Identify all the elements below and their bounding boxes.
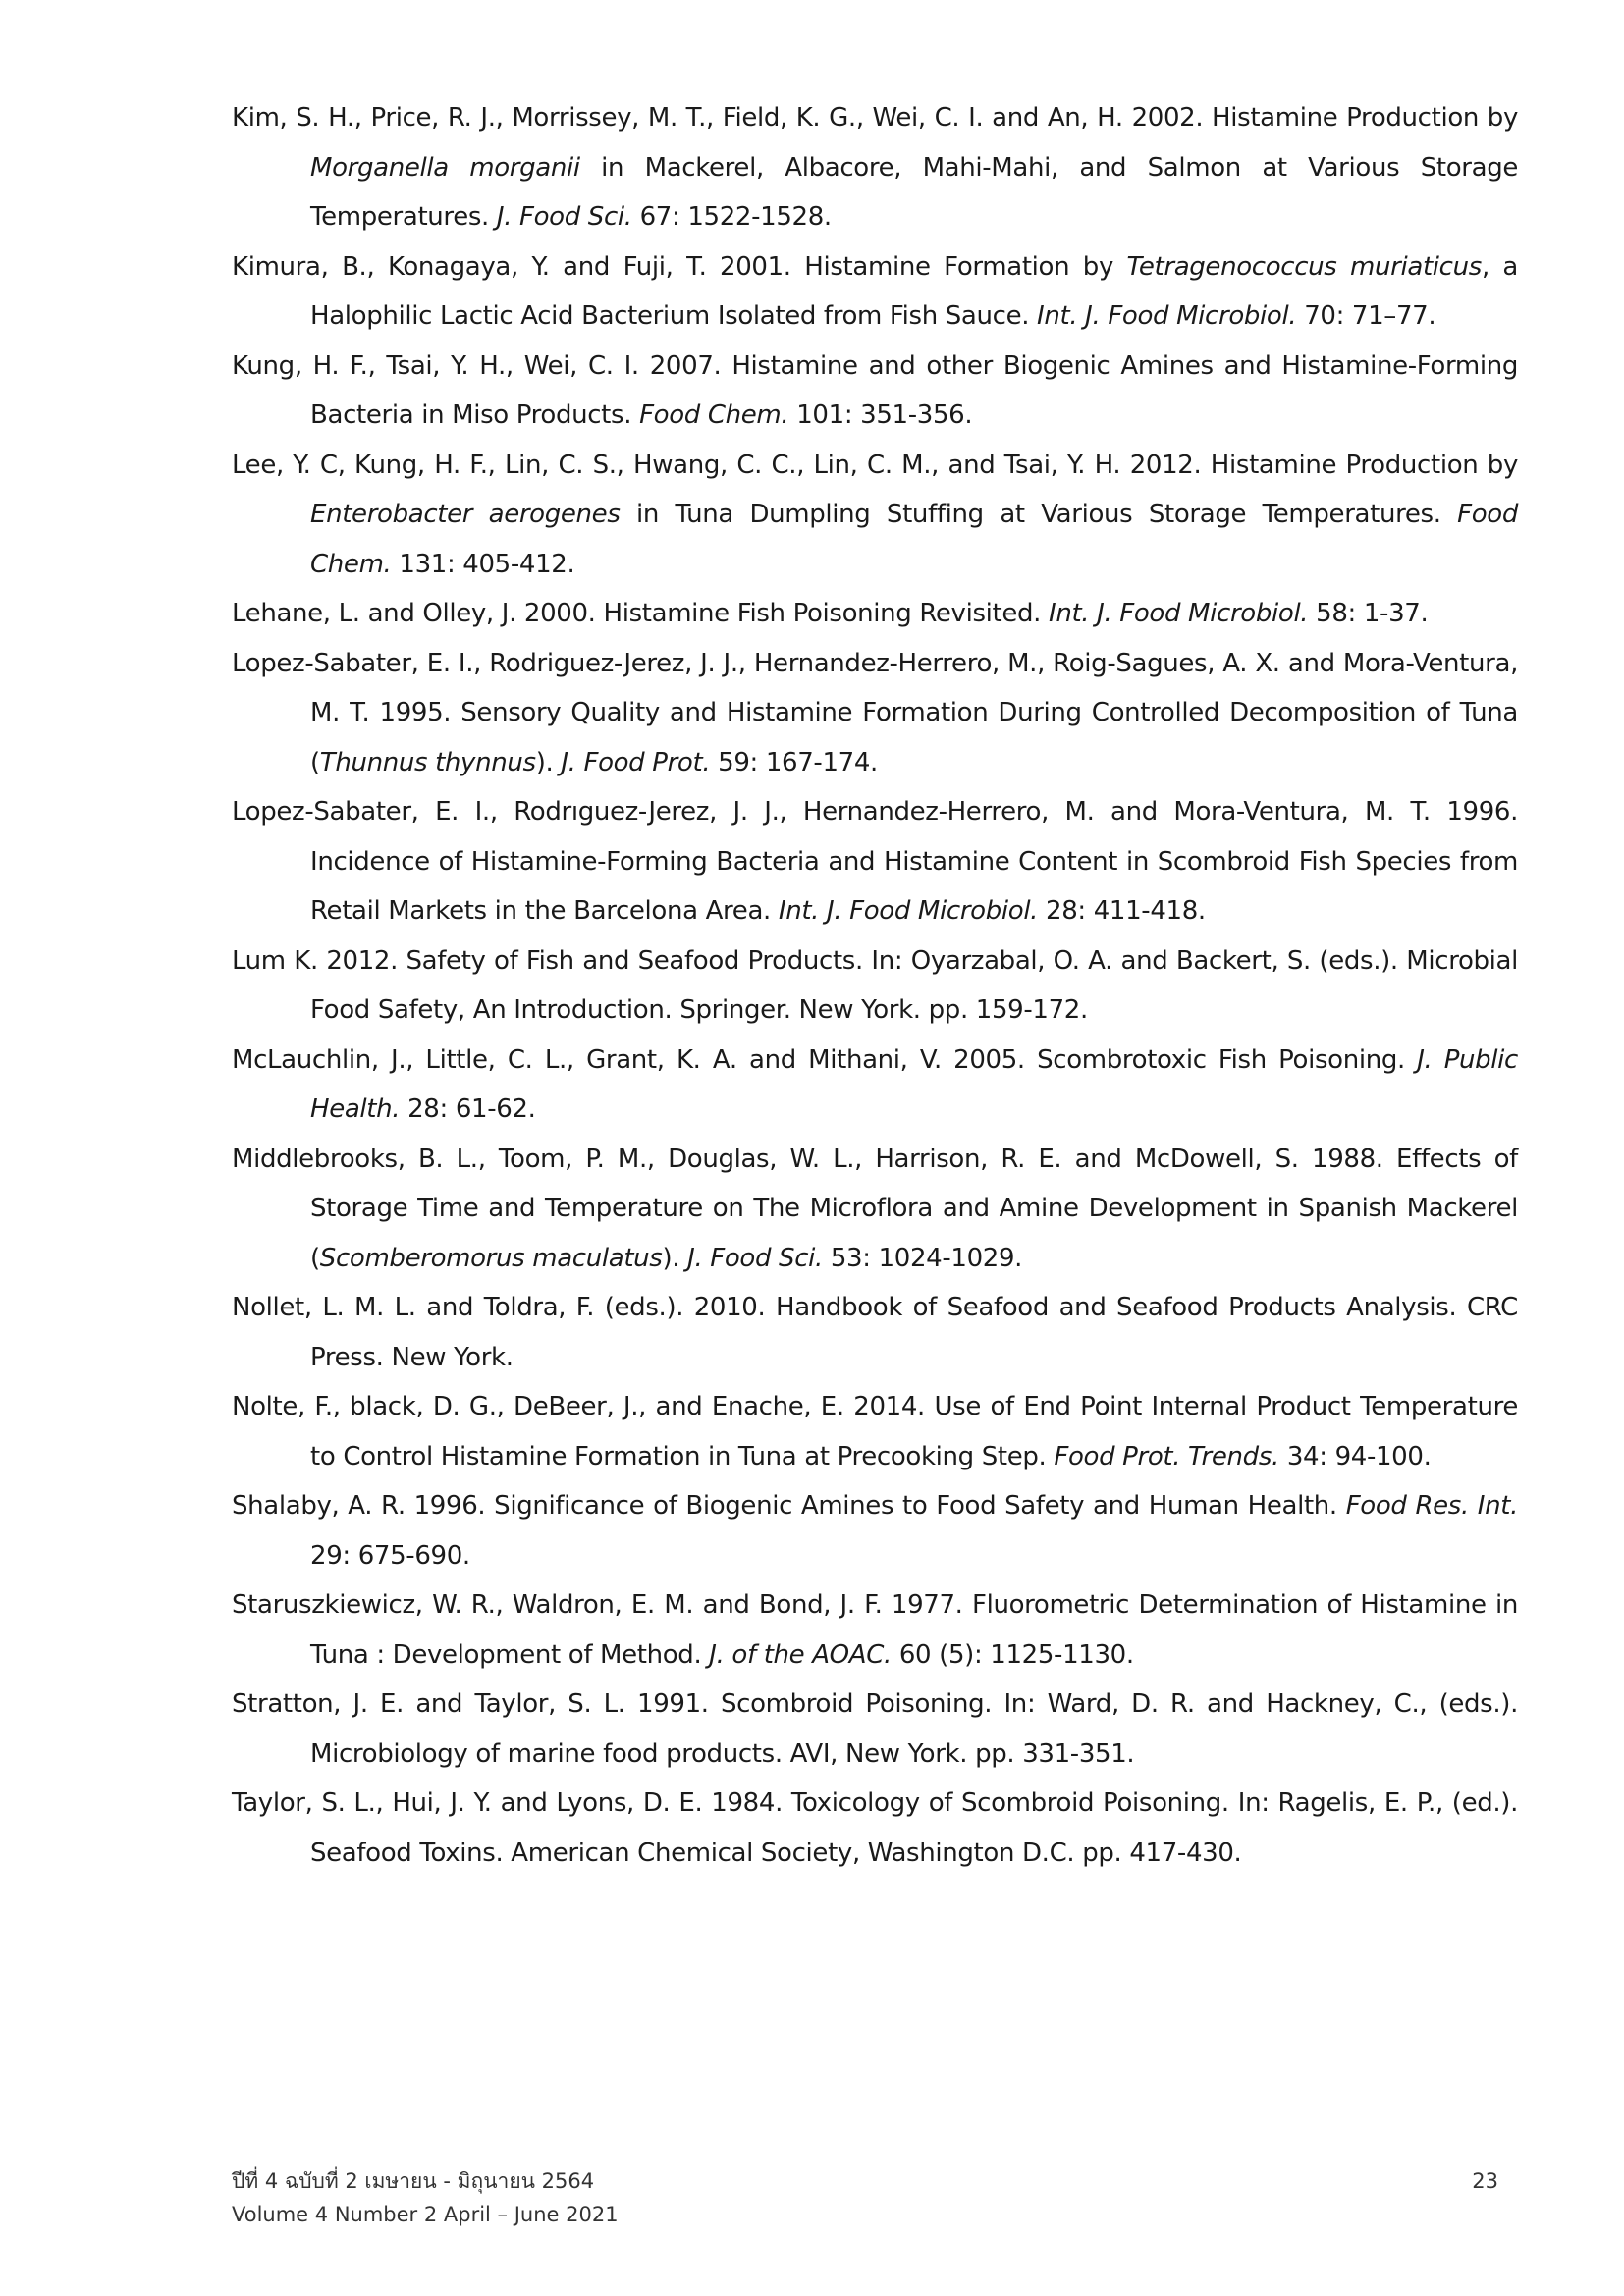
reference-text-run: Stratton, J. E. and Taylor, S. L. 1991. Scombroid Poisoning. In: Ward, D. R. and Hackney, C., (eds.). Microbiology of marine food products. AVI, New York. pp. 331-351. — [232, 1689, 1518, 1769]
reference-text-run: ). — [662, 1243, 688, 1273]
reference-entry — [232, 1680, 1518, 1779]
reference-text-run: McLauchlin, J., Little, C. L., Grant, K. A. and Mithani, V. 2005. Scombrotoxic Fish Poisoning. — [232, 1044, 1418, 1075]
reference-entry — [232, 1036, 1518, 1135]
reference-text-run: Lopez-Sabater, E. I., Rodriguez-Jerez, J. J., Hernandez-Herrero, M., Roig-Sagues, A. X. and Mora-Ventura, M. T. 1995. Sensory Quality and Histamine Formation During Controlled Decomposition of Tuna ( — [232, 648, 1518, 777]
reference-text-run: , a Halophilic Lactic Acid Bacterium Isolated from Fish Sauce. — [310, 251, 1518, 331]
reference-text-run: Lee, Y. C, Kung, H. F., Lin, C. S., Hwang, C. C., Lin, C. M., and Tsai, Y. H. 2012. Histamine Production by — [232, 450, 1518, 480]
reference-entry — [232, 1580, 1518, 1680]
reference-text-run: in Tuna Dumpling Stuffing at Various Storage Temperatures. — [620, 500, 1458, 529]
reference-italic-run: Enterobacter aerogenes — [310, 500, 621, 529]
reference-italic-run: Food Res. Int. — [1345, 1491, 1518, 1521]
reference-italic-run: Int. J. Food Microbiol. — [778, 896, 1039, 926]
reference-text-run: Middlebrooks, B. L., Toom, P. M., Douglas, W. L., Harrison, R. E. and McDowell, S. 1988. Effects of Storage Time and Temperature on The Microflora and Amine Development in Spanish Mackerel ( — [232, 1144, 1518, 1273]
reference-text-run: Nolte, F., black, D. G., DeBeer, J., and Enache, E. 2014. Use of End Point Internal Product Temperature to Control Histamine Formation in Tuna at Precooking Step. — [232, 1392, 1518, 1471]
reference-italic-run: Food Chem. — [639, 400, 789, 430]
reference-text-run: Staruszkiewicz, W. R., Waldron, E. M. and Bond, J. F. 1977. Fluorometric Determination of Histamine in Tuna : Development of Method. — [232, 1590, 1518, 1670]
reference-italic-run: Scomberomorus maculatus — [319, 1243, 663, 1273]
reference-italic-run: J. Food Prot. — [561, 747, 711, 777]
reference-entry — [232, 1382, 1518, 1481]
reference-text-run: 59: 167-174. — [710, 747, 878, 777]
reference-entry — [232, 589, 1518, 639]
reference-italic-run: Tetragenococcus muriaticus — [1126, 251, 1482, 282]
reference-entry — [232, 1779, 1518, 1878]
reference-text-run: 53: 1024-1029. — [822, 1243, 1023, 1273]
reference-entry — [232, 1135, 1518, 1284]
reference-italic-run: J. of the AOAC. — [709, 1639, 892, 1670]
reference-text-run: 29: 675-690. — [310, 1540, 470, 1571]
reference-text-run: 28: 411-418. — [1038, 896, 1206, 926]
reference-text-run: Kimura, B., Konagaya, Y. and Fuji, T. 2001. Histamine Formation by — [232, 251, 1127, 282]
reference-italic-run: J. Food Sci. — [687, 1243, 823, 1273]
footer-issue-thai: ปีที่ 4 ฉบับที่ 2 เมษายน - มิถุนายน 2564 — [232, 2169, 595, 2193]
reference-text-run: ). — [535, 747, 562, 777]
reference-text-run: 70: 71–77. — [1296, 301, 1436, 331]
reference-text-run: Lum K. 2012. Safety of Fish and Seafood Products. In: Oyarzabal, O. A. and Backert, S. (eds.). Microbial Food Safety, An Introduction. Springer. New York. pp. 159-172. — [232, 945, 1518, 1025]
reference-italic-run: Morganella morganii — [310, 152, 580, 183]
reference-italic-run: Food Prot. Trends. — [1054, 1441, 1279, 1471]
reference-entry — [232, 1283, 1518, 1382]
reference-text-run: in Mackerel, Albacore, Mahi-Mahi, and Salmon at Various Storage Temperatures. — [310, 152, 1518, 232]
reference-text-run: 28: 61-62. — [400, 1095, 536, 1124]
reference-italic-run: Food Chem. — [310, 500, 1518, 579]
reference-list — [232, 93, 1518, 1878]
reference-italic-run: J. Public Health. — [310, 1044, 1518, 1124]
footer-issue-english: Volume 4 Number 2 April – June 2021 — [232, 2203, 619, 2226]
reference-entry — [232, 639, 1518, 788]
reference-text-run: 60 (5): 1125-1130. — [891, 1639, 1134, 1670]
reference-text-run: Kung, H. F., Tsai, Y. H., Wei, C. I. 2007. Histamine and other Biogenic Amines and Histamine-Forming Bacteria in Miso Products. — [232, 350, 1518, 430]
reference-entry — [232, 93, 1518, 242]
reference-entry — [232, 1481, 1518, 1580]
reference-text-run: Lehane, L. and Olley, J. 2000. Histamine Fish Poisoning Revisited. — [232, 599, 1049, 628]
reference-text-run: 101: 351-356. — [788, 400, 973, 430]
reference-text-run: 34: 94-100. — [1278, 1441, 1432, 1471]
reference-italic-run: Thunnus thynnus — [319, 747, 536, 777]
reference-text-run: Lopez-Sabater, E. I., Rodrıguez-Jerez, J. J., Hernandez-Herrero, M. and Mora-Ventura, M. T. 1996. Incidence of Histamine-Forming Bacteria and Histamine Content in Scombroid Fish Species from Retail Markets in the Barcelona Area. — [232, 797, 1518, 926]
reference-entry — [232, 787, 1518, 936]
reference-italic-run: J. Food Sci. — [496, 202, 632, 232]
reference-text-run: Taylor, S. L., Hui, J. Y. and Lyons, D. E. 1984. Toxicology of Scombroid Poisoning. In: Ragelis, E. P., (ed.). Seafood Toxins. American Chemical Society, Washington D.C. pp. 417-430. — [232, 1789, 1518, 1868]
reference-text-run: 67: 1522-1528. — [631, 202, 832, 232]
reference-text-run: 58: 1-37. — [1308, 599, 1429, 628]
reference-italic-run: Int. J. Food Microbiol. — [1037, 301, 1297, 331]
page-number: 23 — [1472, 2169, 1498, 2193]
reference-entry — [232, 936, 1518, 1036]
page-footer — [232, 2164, 1498, 2231]
reference-text-run: Kim, S. H., Price, R. J., Morrissey, M. T., Field, K. G., Wei, C. I. and An, H. 2002. Histamine Production by — [232, 103, 1518, 133]
reference-italic-run: Int. J. Food Microbiol. — [1049, 599, 1309, 628]
reference-entry — [232, 342, 1518, 441]
reference-text-run: Shalaby, A. R. 1996. Significance of Biogenic Amines to Food Safety and Human Health. — [232, 1491, 1346, 1521]
reference-entry — [232, 441, 1518, 590]
reference-text-run: Nollet, L. M. L. and Toldra, F. (eds.). 2010. Handbook of Seafood and Seafood Products Analysis. CRC Press. New York. — [232, 1293, 1518, 1372]
reference-text-run: 131: 405-412. — [391, 549, 575, 579]
reference-entry — [232, 242, 1518, 342]
